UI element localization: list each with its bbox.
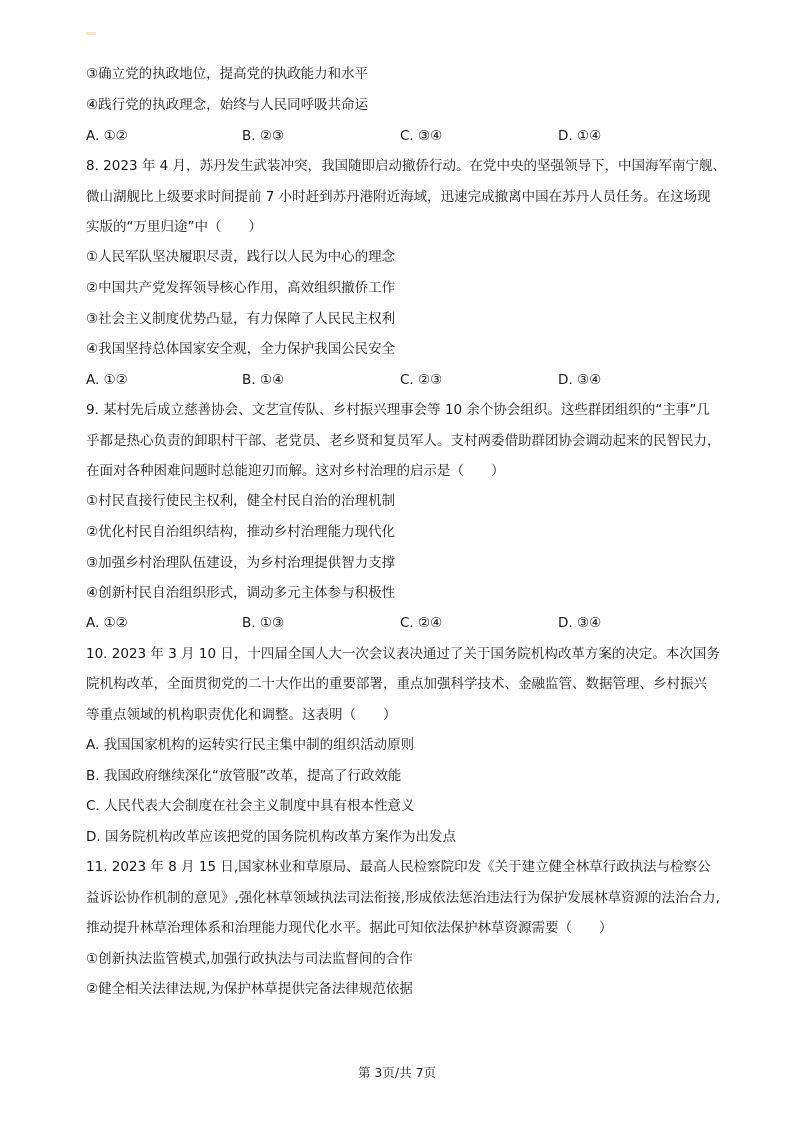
q11-stem-line-3: 推动提升林草治理体系和治理能力现代化水平。据此可知依法保护林草资源需要（ ） — [86, 920, 613, 936]
q11-stem-line-1: 11. 2023 年 8 月 15 日,国家林业和草原局、最高人民检察院印发《关于建立健全林草行政执法与检察公 — [86, 859, 711, 875]
q11-statement-2: ②健全相关法律法规,为保护林草提供完备法律规范依据 — [86, 981, 413, 997]
q11-stem-line-2: 益诉讼协作机制的意见》,强化林草领域执法司法衔接,形成依法惩治违法行为保护发展林草资源的法治合力, — [86, 890, 720, 906]
q9-statement-3: ③加强乡村治理队伍建设，为乡村治理提供智力支撑 — [86, 555, 396, 571]
q8-option-b: B. ①④ — [242, 372, 285, 388]
q9-statement-4: ④创新村民自治组织形式，调动多元主体参与积极性 — [86, 585, 396, 601]
q9-statement-2: ②优化村民自治组织结构，推动乡村治理能力现代化 — [86, 524, 396, 540]
q7-statement-4: ④践行党的执政理念，始终与人民同呼吸共命运 — [86, 97, 369, 113]
q10-option-d: D. 国务院机构改革应该把党的国务院机构改革方案作为出发点 — [86, 829, 456, 845]
page-footer: 第 3页/共 7页 — [357, 1065, 437, 1080]
q9-option-a: A. ①② — [86, 615, 128, 631]
q9-stem-line-2: 乎都是热心负责的卸职村干部、老党员、老乡贤和复员军人。支村两委借助群团协会调动起来的民智民力， — [86, 433, 721, 449]
q10-option-c: C. 人民代表大会制度在社会主义制度中具有根本性意义 — [86, 798, 415, 814]
q11-statement-1: ①创新执法监管模式,加强行政执法与司法监督间的合作 — [86, 951, 413, 967]
q8-option-d: D. ③④ — [558, 372, 602, 388]
q9-stem-line-1: 9. 某村先后成立慈善协会、文艺宣传队、乡村振兴理事会等 10 余个协会组织。这些群团组织的“主事”几 — [86, 402, 710, 418]
q8-statement-3: ③社会主义制度优势凸显，有力保障了人民民主权利 — [86, 311, 396, 327]
q10-option-b: B. 我国政府继续深化“放管服”改革，提高了行政效能 — [86, 768, 402, 784]
q7-option-a: A. ①② — [86, 128, 128, 144]
q8-stem-line-3: 实版的“万里归途”中（ ） — [86, 219, 262, 235]
q7-option-d: D. ①④ — [558, 128, 602, 144]
q9-option-c: C. ②④ — [400, 615, 443, 631]
q9-stem-line-3: 在面对各种困难问题时总能迎刃而解。这对乡村治理的启示是（ ） — [86, 463, 505, 479]
q9-statement-1: ①村民直接行使民主权利，健全村民自治的治理机制 — [86, 493, 396, 509]
q9-option-b: B. ①③ — [242, 615, 285, 631]
q10-stem-line-1: 10. 2023 年 3 月 10 日，十四届全国人大一次会议表决通过了关于国务院机构改革方案的决定。本次国务 — [86, 646, 720, 662]
q7-option-b: B. ②③ — [242, 128, 285, 144]
q10-stem-line-3: 等重点领域的机构职责优化和调整。这表明（ ） — [86, 707, 397, 723]
q8-stem-line-2: 微山湖舰比上级要求时间提前 7 小时赶到苏丹港附近海域，迅速完成撤离中国在苏丹人员任务。在这场现 — [86, 189, 711, 205]
q7-option-c: C. ③④ — [400, 128, 443, 144]
q10-stem-line-2: 院机构改革，全面贯彻党的二十大作出的重要部署，重点加强科学技术、金融监管、数据管理、乡村振兴 — [86, 676, 707, 692]
scan-mark — [86, 32, 96, 35]
q10-option-a: A. 我国国家机构的运转实行民主集中制的组织活动原则 — [86, 737, 415, 753]
q8-stem-line-1: 8. 2023 年 4 月，苏丹发生武装冲突，我国随即启动撤侨行动。在党中央的坚强领导下，中国海军南宁舰、 — [86, 158, 726, 174]
q7-statement-3: ③确立党的执政地位，提高党的执政能力和水平 — [86, 66, 369, 82]
q8-statement-4: ④我国坚持总体国家安全观，全力保护我国公民安全 — [86, 341, 396, 357]
q8-option-a: A. ①② — [86, 372, 128, 388]
q9-option-d: D. ③④ — [558, 615, 602, 631]
q8-statement-1: ①人民军队坚决履职尽责，践行以人民为中心的理念 — [86, 249, 396, 265]
q8-option-c: C. ②③ — [400, 372, 443, 388]
q8-statement-2: ②中国共产党发挥领导核心作用，高效组织撤侨工作 — [86, 280, 396, 296]
